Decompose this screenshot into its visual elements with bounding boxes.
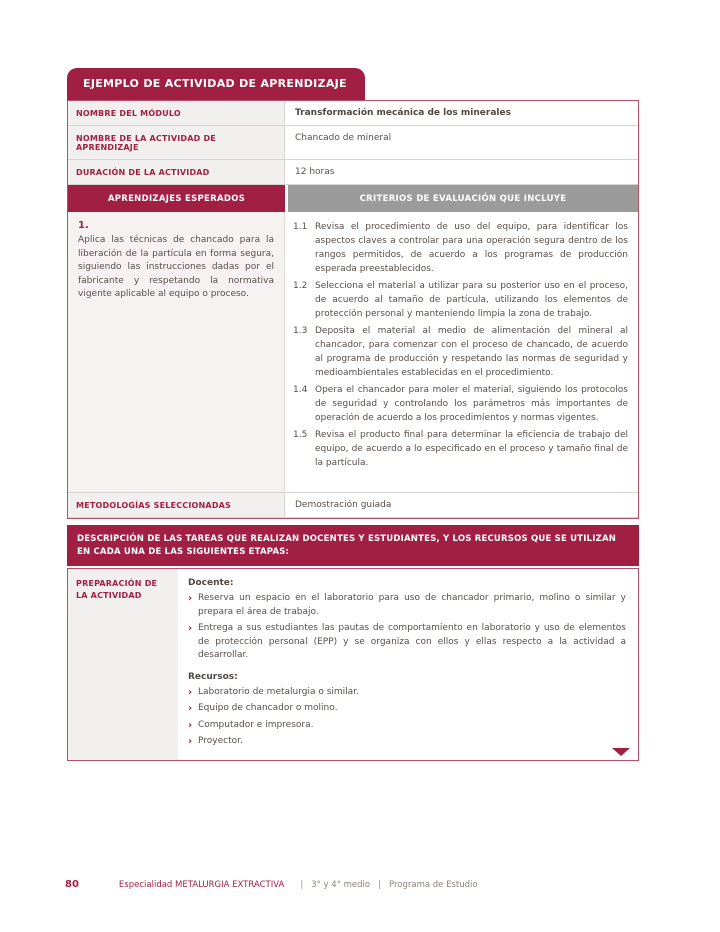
criterion-text: Opera el chancador para moler el material, siguiendo los protocolos de seguridad y controlando los parámetros más importantes de operación de acuerdo a los procedimientos y normas vigentes.	[315, 385, 628, 423]
list-item	[188, 592, 626, 619]
criterion-number: 1.5	[293, 430, 308, 440]
objective-text: Aplica las técnicas de chancado para la liberación de la partícula en forma segura, siguiendo las instrucciones dadas por el fabricante y respetando la normativa vigente aplicable al equipo o proceso.	[78, 235, 274, 299]
objective-cell	[68, 212, 285, 492]
criterion-text: Deposita el material al medio de alimentación del mineral al chancador, para comenzar con el proceso de chancado, de acuerdo al programa de producción y respetando las normas de seguridad y medioambientales establecidas en el procedimiento.	[315, 326, 628, 378]
list-item	[293, 428, 628, 470]
evaluation-criteria-header: CRITERIOS DE EVALUACIÓN QUE INCLUYE	[288, 185, 638, 212]
criterion-text: Revisa el procedimiento de uso del equipo, para identificar los aspectos claves a controlar para una operación segura dentro de los rangos permitidos, de acuerdo a los programas de producción esperada preestablecidos.	[315, 222, 628, 274]
criterion-text: Selecciona el material a utilizar para su posterior uso en el proceso, de acuerdo al tamaño de partícula, utilizando los elementos de protección personal y manteniendo limpia la zona de trabajo.	[315, 281, 628, 319]
footer-program: Programa de Estudio	[388, 880, 478, 890]
footer-separator: |	[300, 880, 304, 890]
list-item	[188, 719, 626, 733]
list-item	[188, 622, 626, 663]
chevron-bullet-icon: ›	[188, 719, 193, 731]
list-item	[188, 686, 626, 700]
criterion-number: 1.3	[293, 326, 308, 336]
chevron-bullet-icon: ›	[188, 623, 193, 634]
module-name-value: Transformación mecánica de los minerales	[295, 108, 511, 118]
recurso-item-text: Proyector.	[198, 736, 243, 746]
recursos-block	[188, 672, 626, 749]
criterion-number: 1.1	[293, 222, 308, 232]
table-row	[68, 160, 638, 185]
docente-heading: Docente:	[188, 578, 234, 588]
duration-label: DURACIÓN DE LA ACTIVIDAD	[68, 160, 285, 184]
activity-name-value: Chancado de mineral	[295, 133, 392, 143]
activity-name-label: NOMBRE DE LA ACTIVIDAD DE APRENDIZAJE	[68, 126, 285, 159]
list-item	[293, 383, 628, 425]
docente-item-text: Reserva un espacio en el laboratorio para uso de chancador primario, molino o similar y prepara el área de trabajo.	[198, 593, 626, 617]
objective-number: 1.	[78, 220, 89, 231]
list-item	[188, 702, 626, 716]
criterion-number: 1.2	[293, 281, 308, 291]
document-page	[67, 68, 639, 761]
recursos-heading: Recursos:	[188, 671, 238, 682]
preparation-stage-label: PREPARACIÓN DE LA ACTIVIDAD	[68, 569, 178, 760]
list-item	[293, 324, 628, 380]
page-number: 80	[65, 879, 79, 890]
methodology-value: Demostración guiada	[295, 500, 392, 510]
page-title: EJEMPLO DE ACTIVIDAD DE APRENDIZAJE	[67, 68, 365, 100]
footer-specialty: Especialidad METALURGIA EXTRACTIVA	[118, 880, 285, 890]
chevron-bullet-icon: ›	[188, 703, 193, 714]
methodology-label: METODOLOGÍAS SELECCIONADAS	[68, 493, 285, 517]
preparation-table	[67, 568, 639, 761]
expected-learning-header: APRENDIZAJES ESPERADOS	[68, 185, 285, 212]
activity-table	[67, 100, 639, 519]
learning-content-row	[68, 212, 638, 492]
module-name-label: NOMBRE DEL MÓDULO	[68, 101, 285, 125]
preparation-content	[178, 569, 638, 760]
criterion-text: Revisa el producto final para determinar la eficiencia de trabajo del equipo, de acuerdo a lo especificado en el proceso y tamaño final de la partícula.	[315, 430, 628, 468]
column-headers	[68, 185, 638, 212]
chevron-bullet-icon: ›	[188, 686, 193, 698]
recurso-item-text: Laboratorio de metalurgia o similar.	[198, 686, 359, 697]
list-item	[293, 279, 628, 321]
criterion-number: 1.4	[293, 385, 308, 395]
recurso-item-text: Computador e impresora.	[198, 719, 314, 730]
tasks-description-band: DESCRIPCIÓN DE LAS TAREAS QUE REALIZAN DOCENTES Y ESTUDIANTES, Y LOS RECURSOS QUE SE UTILIZAN EN CADA UNA DE LAS SIGUIENTES ETAPAS:	[67, 525, 639, 566]
duration-value: 12 horas	[295, 167, 335, 177]
list-item	[188, 735, 626, 749]
methodology-row	[68, 492, 638, 518]
list-item	[293, 220, 628, 276]
footer-separator: |	[378, 880, 381, 890]
continuation-arrow-icon	[612, 748, 630, 756]
page-footer	[65, 879, 478, 890]
criteria-cell	[285, 212, 638, 492]
recurso-item-text: Equipo de chancador o molino.	[198, 703, 338, 713]
table-row	[68, 101, 638, 126]
chevron-bullet-icon: ›	[188, 736, 193, 747]
docente-item-text: Entrega a sus estudiantes las pautas de comportamiento en laboratorio y uso de elementos de protección personal (EPP) y se organiza con ellos y ellas respecto a la actividad a desarrollar.	[198, 623, 626, 660]
table-row	[68, 126, 638, 160]
footer-grade: 3° y 4° medio	[311, 880, 371, 890]
chevron-bullet-icon: ›	[188, 593, 193, 604]
